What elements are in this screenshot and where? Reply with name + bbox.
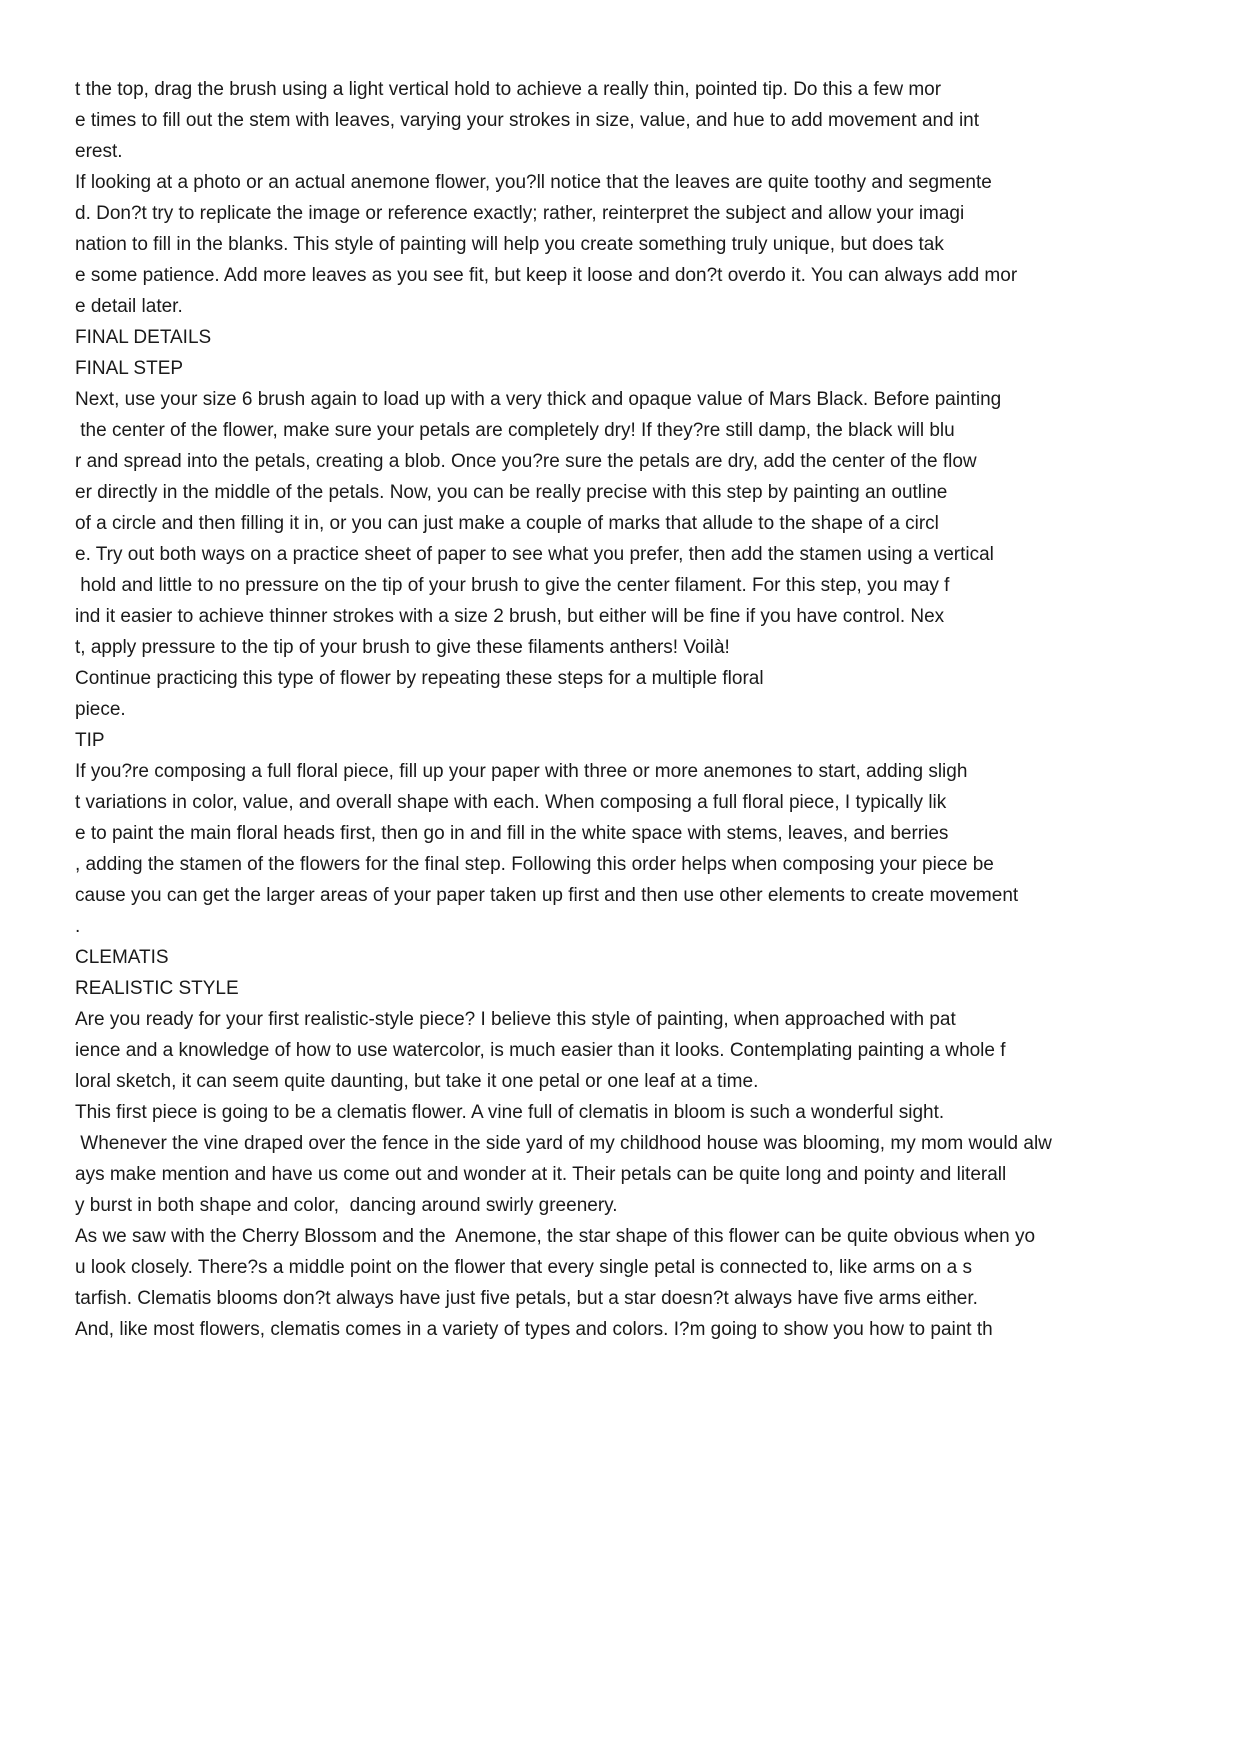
- text-line: loral sketch, it can seem quite daunting, but take it one petal or one leaf at a time.: [75, 1071, 759, 1092]
- text-line: e times to fill out the stem with leaves, varying your strokes in size, value, and hue to add movement and int: [75, 110, 980, 131]
- text-line: REALISTIC STYLE: [75, 978, 239, 999]
- text-line: t variations in color, value, and overall shape with each. When composing a full floral piece, I typically lik: [75, 792, 947, 813]
- text-line: FINAL DETAILS: [75, 327, 212, 348]
- text-line: TIP: [75, 730, 105, 751]
- body-text: [75, 74, 1235, 1345]
- text-line: nation to fill in the blanks. This style of painting will help you create something truly unique, but does tak: [75, 234, 944, 255]
- text-line: of a circle and then filling it in, or you can just make a couple of marks that allude to the shape of a circl: [75, 513, 939, 534]
- text-line: As we saw with the Cherry Blossom and the Anemone, the star shape of this flower can be quite obvious when yo: [75, 1226, 1036, 1247]
- text-line: d. Don?t try to replicate the image or reference exactly; rather, reinterpret the subject and allow your imagi: [75, 203, 965, 224]
- text-line: e. Try out both ways on a practice sheet of paper to see what you prefer, then add the stamen using a vertical: [75, 544, 994, 565]
- text-line: hold and little to no pressure on the tip of your brush to give the center filament. For this step, you may f: [75, 575, 950, 596]
- text-line: ience and a knowledge of how to use watercolor, is much easier than it looks. Contemplating painting a whole f: [75, 1040, 1006, 1061]
- text-line: the center of the flower, make sure your petals are completely dry! If they?re still damp, the black will blu: [75, 420, 955, 441]
- text-line: tarfish. Clematis blooms don?t always have just five petals, but a star doesn?t always have five arms either.: [75, 1288, 978, 1309]
- text-line: r and spread into the petals, creating a blob. Once you?re sure the petals are dry, add the center of the flow: [75, 451, 977, 472]
- text-line: FINAL STEP: [75, 358, 184, 379]
- text-line: ind it easier to achieve thinner strokes with a size 2 brush, but either will be fine if you have control. Nex: [75, 606, 945, 627]
- text-line: .: [75, 916, 81, 937]
- text-line: CLEMATIS: [75, 947, 169, 968]
- text-line: y burst in both shape and color, dancing around swirly greenery.: [75, 1195, 618, 1216]
- text-line: Whenever the vine draped over the fence in the side yard of my childhood house was blooming, my mom would alw: [75, 1133, 1052, 1154]
- text-line: piece.: [75, 699, 126, 720]
- text-line: erest.: [75, 141, 123, 162]
- text-line: Next, use your size 6 brush again to load up with a very thick and opaque value of Mars Black. Before painting: [75, 389, 1002, 410]
- text-line: er directly in the middle of the petals. Now, you can be really precise with this step by painting an outline: [75, 482, 948, 503]
- text-line: Continue practicing this type of flower by repeating these steps for a multiple floral: [75, 668, 764, 689]
- text-line: If looking at a photo or an actual anemone flower, you?ll notice that the leaves are quite toothy and segmente: [75, 172, 992, 193]
- text-line: If you?re composing a full floral piece, fill up your paper with three or more anemones to start, adding sligh: [75, 761, 968, 782]
- text-line: e to paint the main floral heads first, then go in and fill in the white space with stems, leaves, and berries: [75, 823, 949, 844]
- text-line: u look closely. There?s a middle point on the flower that every single petal is connected to, like arms on a s: [75, 1257, 972, 1278]
- text-line: And, like most flowers, clematis comes in a variety of types and colors. I?m going to show you how to paint th: [75, 1319, 993, 1340]
- text-line: cause you can get the larger areas of your paper taken up first and then use other elements to create movement: [75, 885, 1019, 906]
- text-line: This first piece is going to be a clematis flower. A vine full of clematis in bloom is such a wonderful sight.: [75, 1102, 945, 1123]
- text-line: , adding the stamen of the flowers for the final step. Following this order helps when composing your piece be: [75, 854, 994, 875]
- text-line: ays make mention and have us come out and wonder at it. Their petals can be quite long and pointy and literall: [75, 1164, 1007, 1185]
- text-line: t, apply pressure to the tip of your brush to give these filaments anthers! Voilà!: [75, 637, 730, 658]
- text-line: Are you ready for your first realistic-style piece? I believe this style of painting, when approached with pat: [75, 1009, 956, 1030]
- text-line: e some patience. Add more leaves as you see fit, but keep it loose and don?t overdo it. You can always add mor: [75, 265, 1018, 286]
- text-line: e detail later.: [75, 296, 183, 317]
- text-line: t the top, drag the brush using a light vertical hold to achieve a really thin, pointed tip. Do this a few mor: [75, 79, 942, 100]
